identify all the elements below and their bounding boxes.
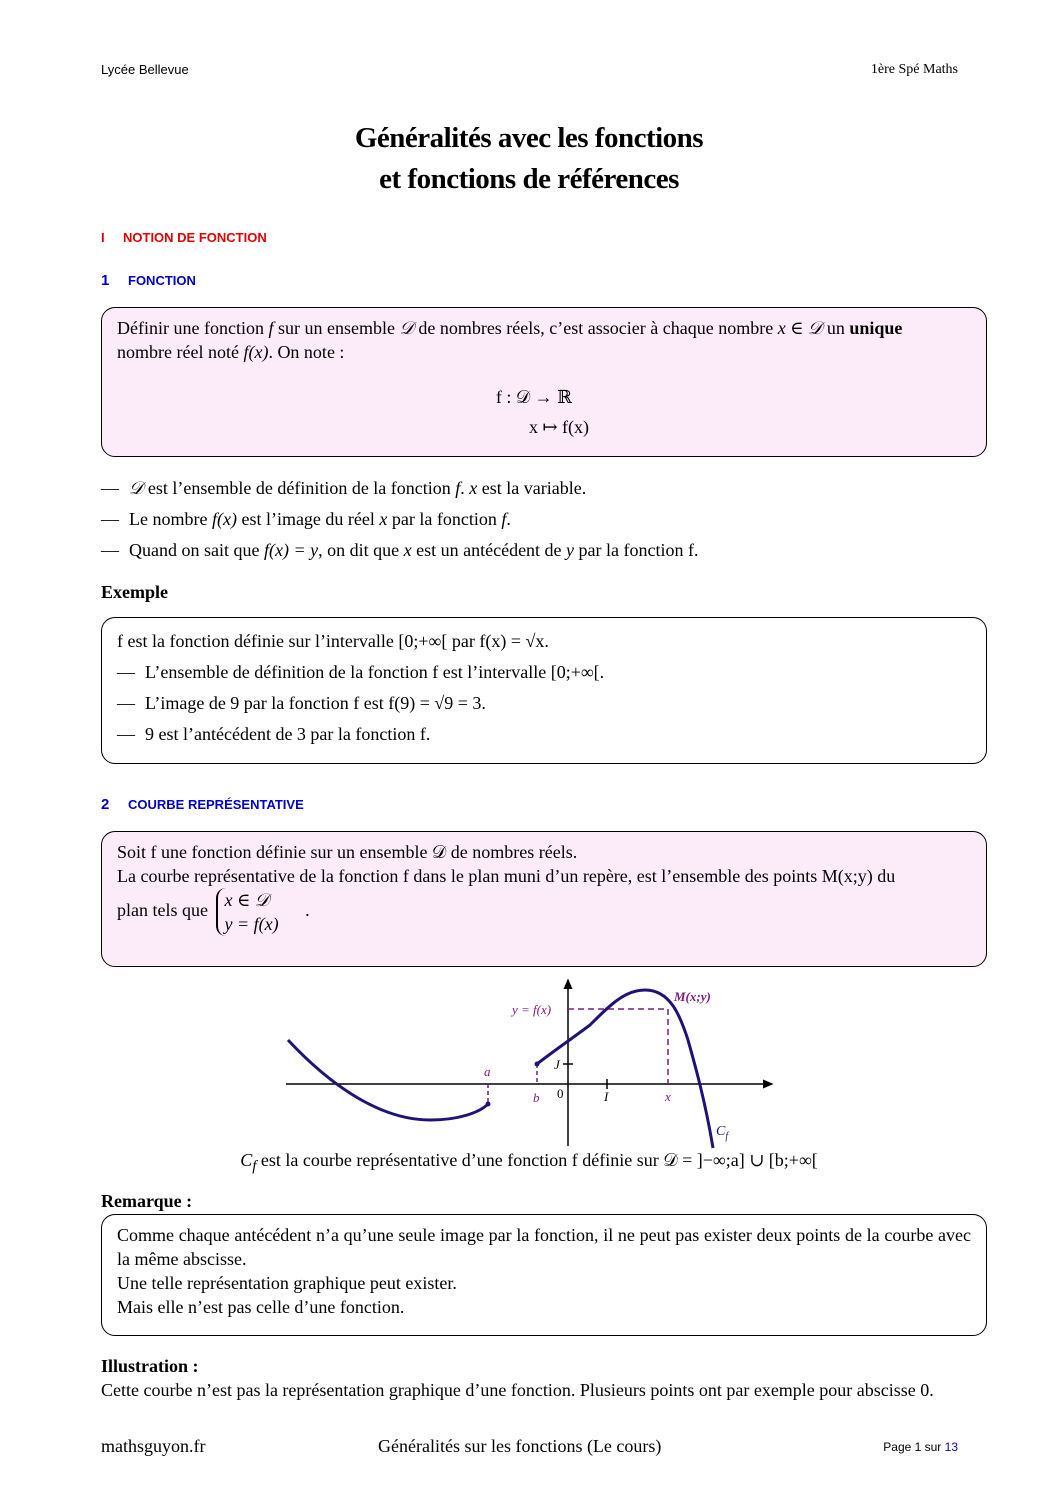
exemple-intro: f est la fonction définie sur l’intervalle [0;+∞[ par f(x) = √x. (117, 631, 549, 651)
text: plan tels que (117, 900, 208, 921)
page-title (0, 118, 1058, 200)
text: est un antécédent de (411, 540, 567, 560)
courbe-definition-box (101, 831, 987, 967)
label-a: a (484, 1064, 491, 1079)
subsection-label: FONCTION (128, 273, 196, 288)
courbe-line-3 (117, 888, 971, 936)
list-item (101, 473, 699, 504)
remarque-line-1: Comme chaque antécédent n’a qu’une seule image par la fonction, il ne peut pas exister deux points de la courbe avec la même abscisse. (117, 1225, 971, 1269)
illustration-heading: Illustration : (101, 1356, 199, 1376)
text: Définir une fonction (117, 318, 269, 338)
math-line-1: f : 𝒟 → ℝ (495, 387, 573, 407)
dash: — (117, 693, 135, 713)
remarque-heading: Remarque : (101, 1191, 193, 1211)
math: f(x) (211, 509, 237, 529)
math: x (403, 540, 412, 560)
dash: — (117, 724, 135, 744)
header-course: 1ère Spé Maths (870, 62, 958, 77)
math: f (501, 509, 507, 529)
math: y (566, 540, 575, 560)
dash: — (101, 478, 119, 498)
function-notation (117, 382, 971, 442)
text: nombre réel noté (117, 342, 244, 362)
list-item (101, 535, 699, 566)
page-prefix: Page 1 sur (883, 1440, 945, 1454)
label-M: M(x;y) (674, 989, 711, 1004)
dash: — (117, 662, 135, 682)
endpoint-b (535, 1062, 540, 1067)
definition-bullets (101, 473, 699, 566)
text: par la fonction (387, 509, 502, 529)
title-line-1: Généralités avec les fonctions (354, 122, 704, 154)
list-item (117, 719, 971, 750)
exemple-box (101, 617, 987, 764)
system-of-conditions (216, 888, 278, 936)
condition: y = f(x) (224, 914, 279, 934)
text: . (460, 478, 470, 498)
math: f (252, 1158, 257, 1175)
text: un (822, 318, 850, 338)
text: L’image de 9 par la fonction f est f(9) = √9 = 3. (145, 693, 486, 713)
text: . (506, 509, 511, 529)
math: 𝒟 (399, 318, 414, 338)
emphasis: unique (849, 318, 903, 338)
title-line-2: et fonctions de références (379, 163, 679, 195)
math: f(x) (243, 342, 269, 362)
footer-site: mathsguyon.fr (101, 1436, 206, 1456)
math: f (455, 478, 461, 498)
exemple-heading: Exemple (101, 582, 168, 602)
section-number: I (101, 230, 105, 245)
page-total-link[interactable]: 13 (944, 1440, 958, 1454)
label-y-equals-fx: y = f(x) (512, 1002, 552, 1017)
endpoint-a (486, 1102, 491, 1107)
math-line-2: x ↦ f(x) (528, 417, 590, 437)
condition: x ∈ 𝒟 (224, 890, 270, 910)
text: par la fonction f. (574, 540, 699, 560)
text: L’ensemble de définition de la fonction f est l’intervalle [0;+∞[. (145, 662, 605, 682)
text: 9 est l’antécédent de 3 par la fonction f. (145, 724, 431, 744)
text: sur un ensemble (273, 318, 400, 338)
math: 𝒟 (129, 478, 144, 498)
footer-title: Généralités sur les fonctions (Le cours) (378, 1436, 662, 1456)
section-label: NOTION DE FONCTION (123, 230, 267, 245)
subsection-heading-2 (101, 796, 304, 813)
list-item (117, 688, 971, 719)
text: Le nombre (129, 509, 212, 529)
text: est l’image du réel (236, 509, 380, 529)
text: , on dit que (318, 540, 404, 560)
subsection-label: COURBE REPRÉSENTATIVE (128, 797, 304, 812)
label-x: x (665, 1089, 671, 1104)
dash: — (101, 540, 119, 560)
math: x (379, 509, 388, 529)
math: x (469, 478, 478, 498)
remarque-box (101, 1214, 987, 1336)
definition-text (117, 316, 971, 364)
header-school: Lycée Bellevue (101, 62, 189, 77)
label-J: J (554, 1057, 560, 1072)
text: de nombres réels, c’est associer à chaque nombre (413, 318, 778, 338)
illustration-text: Cette courbe n’est pas la représentation graphique d’une fonction. Plusieurs points ont par exemple pour abscisse 0. (101, 1380, 934, 1400)
label-origin: 0 (557, 1086, 564, 1101)
remarque-line-3: Mais elle n’est pas celle d’une fonction. (117, 1297, 405, 1317)
label-Cf: $C_f$ (716, 1124, 729, 1142)
graph-caption (0, 1150, 1058, 1176)
function-graph (280, 970, 780, 1150)
list-item (101, 504, 699, 535)
footer-page-number (883, 1440, 958, 1454)
math: x ∈ 𝒟 (777, 318, 823, 338)
subsection-number: 2 (101, 796, 110, 813)
text: . On note : (268, 342, 345, 362)
math: f (268, 318, 274, 338)
courbe-line-2: La courbe représentative de la fonction f dans le plan muni d’un repère, est l’ensemble des points M(x;y) du (117, 866, 896, 886)
dash: — (101, 509, 119, 529)
courbe-line-1: Soit f une fonction définie sur un ensemble 𝒟 de nombres réels. (117, 842, 578, 862)
subsection-heading-1 (101, 272, 196, 289)
text: est la courbe représentative d’une fonction f définie sur 𝒟 = ]−∞;a] ∪ [b;+∞[ (256, 1150, 818, 1170)
list-item (117, 657, 971, 688)
math: C (240, 1150, 253, 1170)
subsection-number: 1 (101, 272, 110, 289)
text: Quand on sait que (129, 540, 264, 560)
remarque-line-2: Une telle représentation graphique peut exister. (117, 1273, 457, 1293)
curve-left-branch (288, 1040, 488, 1120)
label-I: I (604, 1089, 609, 1104)
math: f(x) = y (263, 540, 319, 560)
label-b: b (533, 1090, 540, 1105)
curve-right-branch (537, 990, 713, 1148)
text: est la variable. (477, 478, 587, 498)
text: est l’ensemble de définition de la fonction (143, 478, 456, 498)
text: . (305, 900, 310, 921)
section-heading-1 (101, 230, 267, 245)
definition-box (101, 307, 987, 457)
